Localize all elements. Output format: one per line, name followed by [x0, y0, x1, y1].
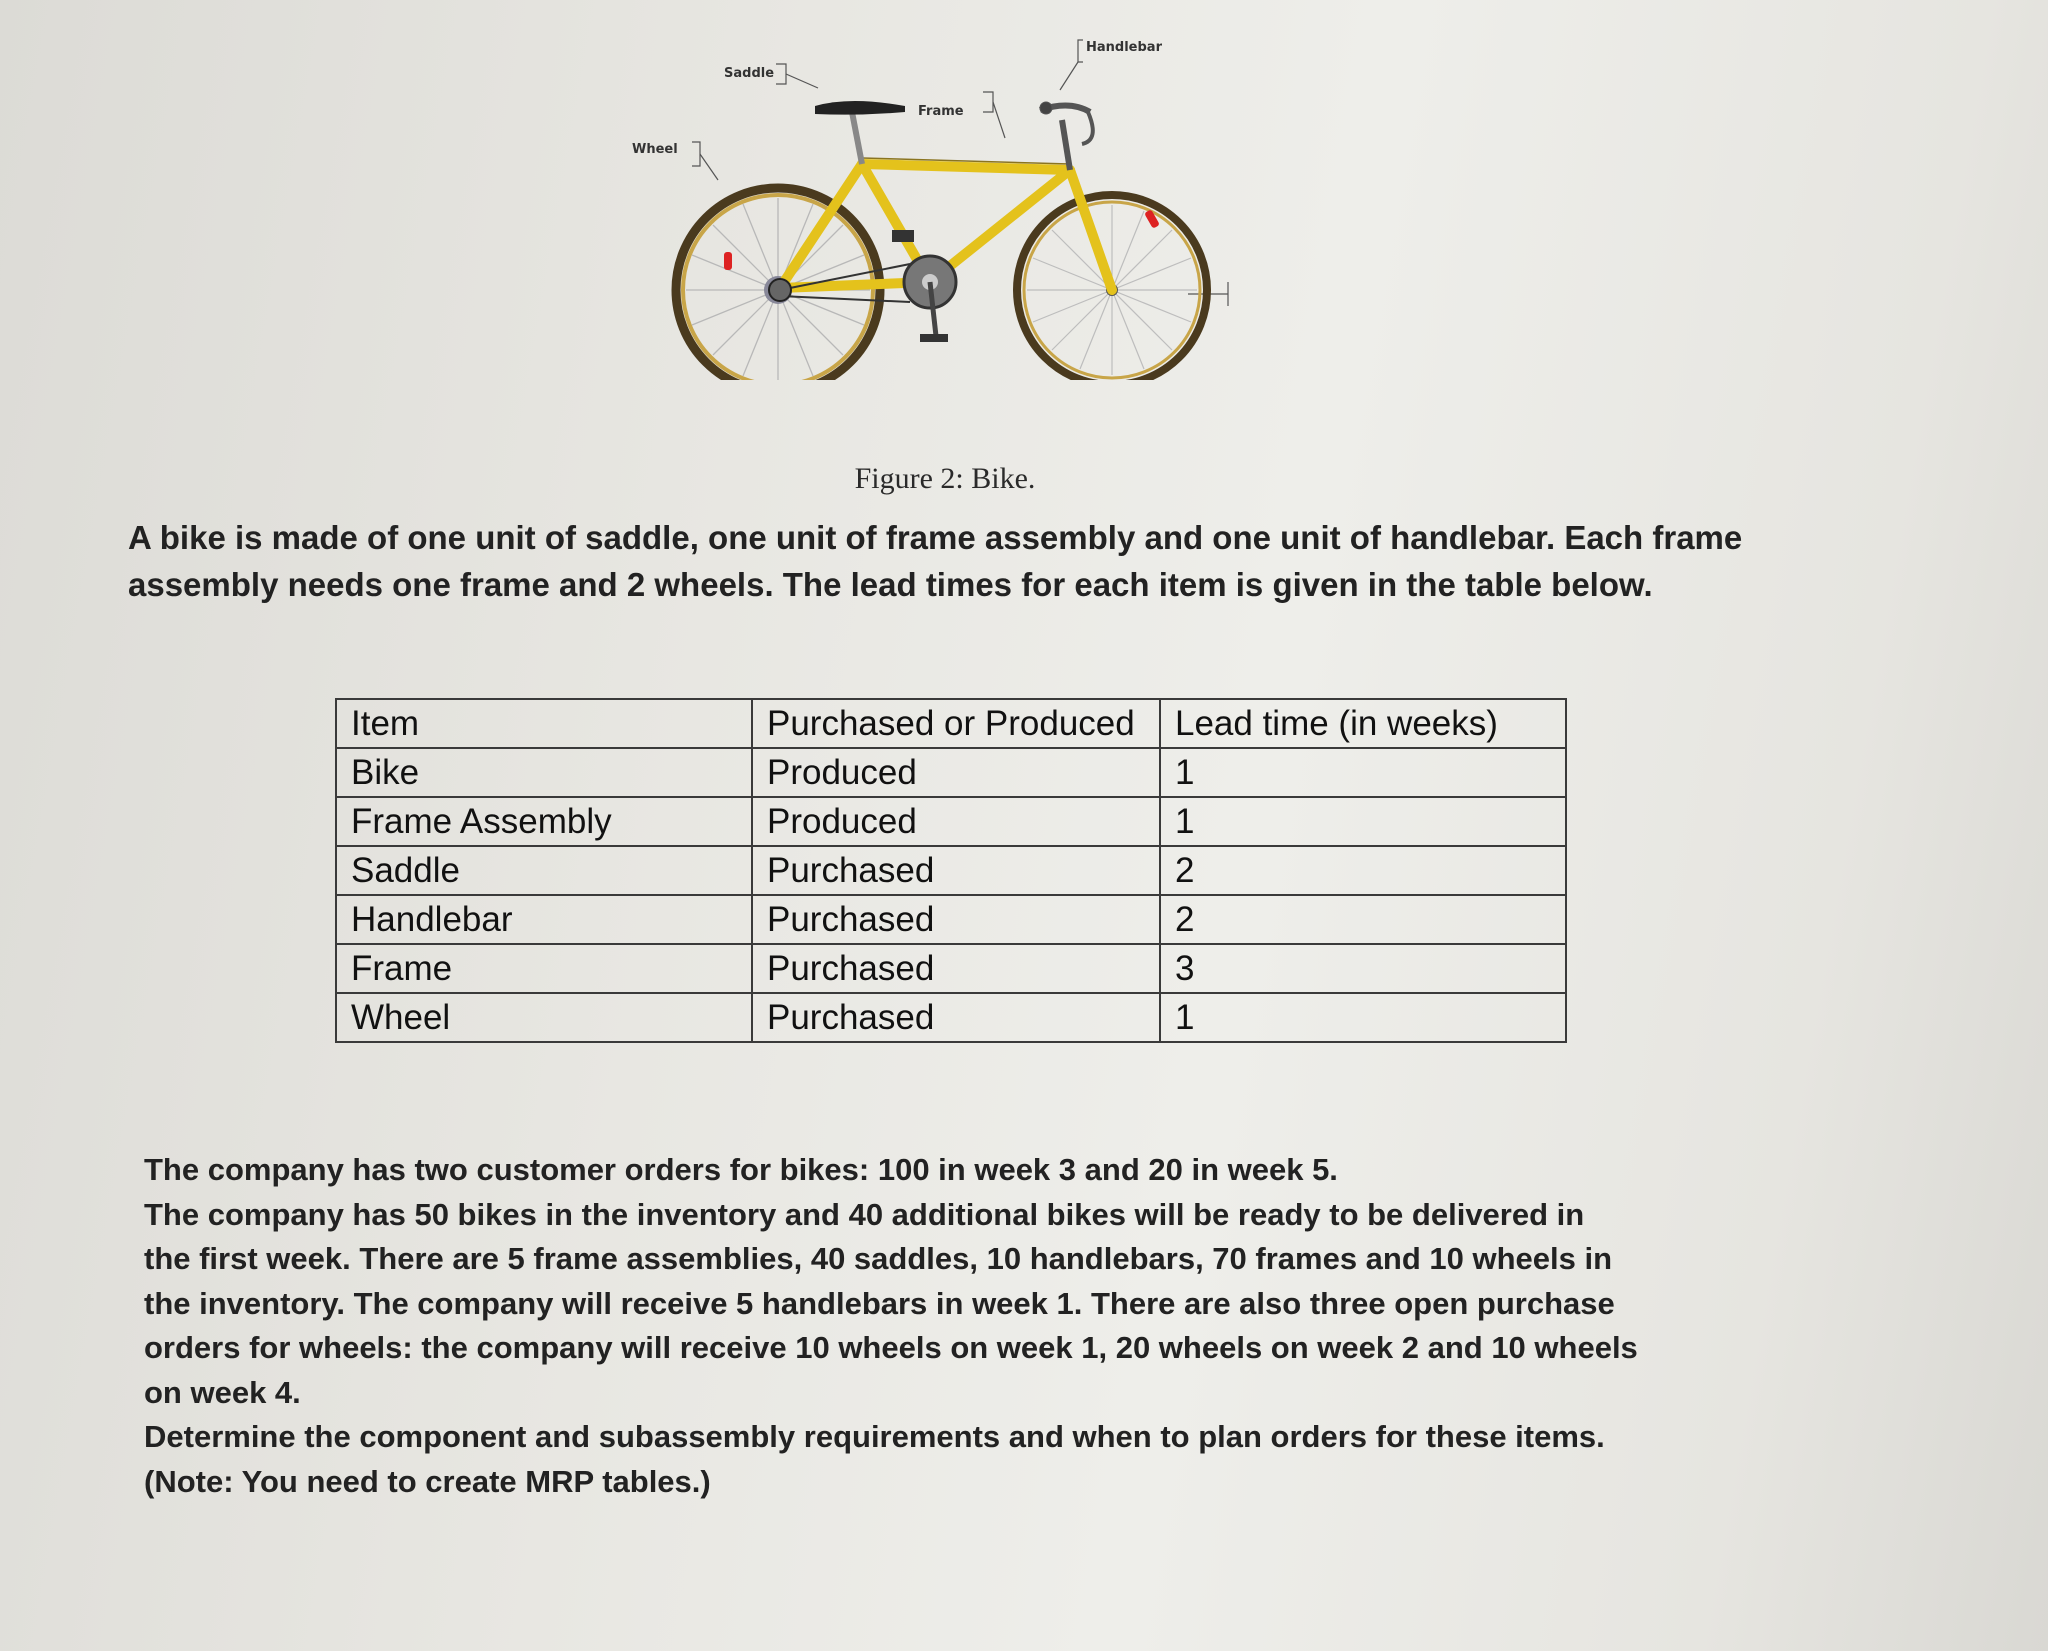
- handlebar-label: Handlebar: [1086, 40, 1162, 55]
- lead-time-cell: 2: [1160, 846, 1566, 895]
- notes-line: on week 4.: [144, 1374, 301, 1410]
- saddle: [815, 101, 905, 164]
- notes-line: the inventory. The company will receive 5 handlebars in week 1. There are also three open purchase: [144, 1285, 1615, 1321]
- frame-label: Frame: [918, 104, 964, 119]
- figure-caption: Figure 2: Bike.: [854, 462, 1036, 495]
- type-cell: Purchased: [752, 993, 1160, 1042]
- notes-line: The company has two customer orders for bikes: 100 in week 3 and 20 in week 5.: [144, 1152, 1338, 1187]
- table-row: [336, 846, 1566, 895]
- type-cell: Purchased: [752, 895, 1160, 944]
- table-row: [336, 993, 1566, 1042]
- item-cell: Saddle: [336, 846, 752, 895]
- lead-time-cell: 2: [1160, 895, 1566, 944]
- wheel-label: Wheel: [632, 142, 678, 157]
- item-cell: Frame Assembly: [336, 797, 752, 846]
- lead-time-table: [335, 698, 1567, 1043]
- intro-line: A bike is made of one unit of saddle, one unit of frame assembly and one unit of handlebar. Each frame: [128, 519, 1743, 556]
- notes-line: orders for wheels: the company will receive 10 wheels on week 1, 20 wheels on week 2 and 10 wheels: [144, 1330, 1638, 1365]
- type-cell: Produced: [752, 748, 1160, 797]
- header-lead-time: Lead time (in weeks): [1160, 699, 1566, 748]
- table-row: [336, 797, 1566, 846]
- saddle-label: Saddle: [724, 66, 775, 81]
- header-purchased-or-produced: Purchased or Produced: [752, 699, 1160, 748]
- table-row: [336, 944, 1566, 993]
- intro-paragraph: [128, 514, 1778, 608]
- item-cell: Frame: [336, 944, 752, 993]
- item-cell: Handlebar: [336, 895, 752, 944]
- bike-figure: [600, 20, 1320, 380]
- notes-line: The company has 50 bikes in the inventory and 40 additional bikes will be ready to be delivered in: [144, 1196, 1585, 1232]
- type-cell: Produced: [752, 797, 1160, 846]
- lead-time-cell: 3: [1160, 944, 1566, 993]
- item-cell: Wheel: [336, 993, 752, 1042]
- table-header-row: [336, 699, 1566, 748]
- type-cell: Purchased: [752, 846, 1160, 895]
- lead-time-cell: 1: [1160, 797, 1566, 846]
- notes-line: the first week. There are 5 frame assemblies, 40 saddles, 10 handlebars, 70 frames and 10 wheels in: [144, 1241, 1613, 1276]
- table-row: [336, 895, 1566, 944]
- problem-statement: [144, 1148, 1774, 1504]
- table-row: [336, 748, 1566, 797]
- notes-line: Determine the component and subassembly requirements and when to plan orders for these items.: [144, 1419, 1605, 1454]
- notes-line: (Note: You need to create MRP tables.): [144, 1463, 711, 1499]
- lead-time-cell: 1: [1160, 748, 1566, 797]
- type-cell: Purchased: [752, 944, 1160, 993]
- bike-illustration: [600, 20, 1320, 380]
- intro-line: assembly needs one frame and 2 wheels. The lead times for each item is given in the table below.: [128, 566, 1653, 603]
- header-item: Item: [336, 699, 752, 748]
- lead-time-cell: 1: [1160, 993, 1566, 1042]
- handlebar: [1040, 102, 1093, 170]
- item-cell: Bike: [336, 748, 752, 797]
